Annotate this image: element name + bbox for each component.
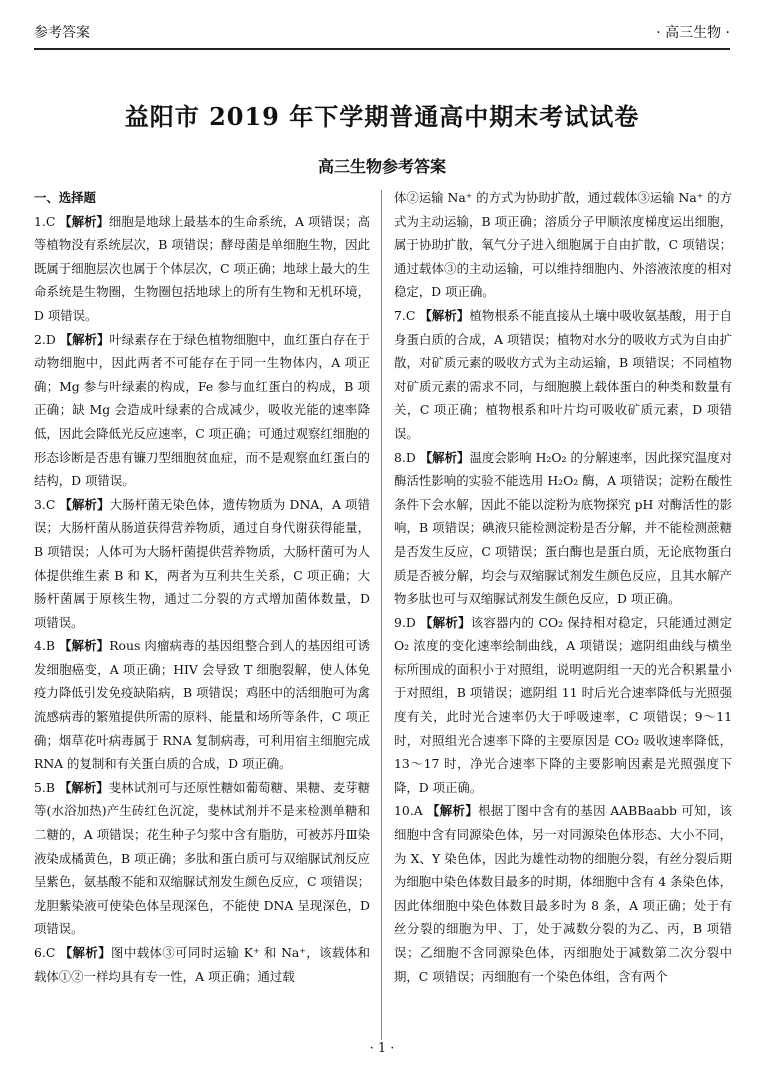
column-divider (381, 190, 382, 1040)
left-column (34, 186, 370, 988)
answer-number: 9.D (394, 614, 416, 630)
section-title: 一、选择题 (34, 190, 96, 205)
answer-item (34, 493, 370, 635)
answer-number: 3.C (34, 496, 56, 512)
analysis-tag: 【解析】 (59, 331, 110, 347)
answer-item (394, 304, 732, 446)
document-title: 益阳市 2019 年下学期普通高中期末考试试卷 (124, 102, 640, 131)
answer-item-continued (394, 186, 732, 304)
analysis-tag: 【解析】 (59, 213, 109, 229)
right-column (394, 186, 732, 988)
answer-item (34, 634, 370, 776)
answer-text: 温度会影响 H₂O₂ 的分解速率，因此探究温度对酶活性影响的实验不能选用 H₂O₂ 酶，A 项错误；淀粉在酸性条件下会水解，因此不能以淀粉为底物探究 pH 对酶活性的影响，B 项错误；碘液只能检测淀粉是否分解，并不能检测蔗糖是否发生反应，C 项错误；蛋白酶也是蛋白质，无论底物蛋白质是否被分解，均会与双缩脲试剂发生颜色反应，且其水解产物多肽也可与双缩脲试剂发生颜色反应，D 项正确。 (394, 449, 732, 607)
answer-item (34, 328, 370, 493)
answer-number: 8.D (394, 449, 416, 465)
analysis-tag: 【解析】 (59, 638, 110, 654)
answer-item (34, 941, 370, 988)
answer-item (394, 446, 732, 611)
answer-number: 4.B (34, 638, 55, 654)
answer-item (394, 611, 732, 800)
analysis-tag: 【解析】 (59, 945, 112, 960)
analysis-tag: 【解析】 (419, 307, 470, 323)
answer-text: 细胞是地球上最基本的生命系统，A 项错误；高等植物没有系统层次，B 项错误；酵母菌是单细胞生物，因此既属于细胞层次也属于个体层次，C 项正确；地球上最大的生命系统是生物圈，生物圈包括地球上的所有生物和无机环境，D 项错误。 (34, 213, 370, 323)
answer-text: 根据丁图中含有的基因 AABBaabb 可知，该细胞中含有同源染色体，另一对同源染色体形态、大小不同，为 X、Y 染色体，因此为雄性动物的细胞分裂，有丝分裂后期为细胞中染色体数目最多的时期，体细胞中含有 4 条染色体，因此体细胞中染色体数目最多时为 8 条，A 项正确；处于有丝分裂的细胞为甲、丁，处于减数分裂的为乙、丙，B 项错误；乙细胞不含同源染色体，丙细胞处于减数第二次分裂中期，C 项错误；丙细胞有一个染色体组，含有两个 (394, 803, 732, 984)
answer-number: 1.C (34, 213, 56, 229)
header-right-label: · 高三生物 · (656, 25, 730, 41)
answer-number: 5.B (34, 779, 55, 795)
answer-number: 7.C (394, 307, 416, 323)
analysis-tag: 【解析】 (420, 614, 471, 630)
analysis-tag: 【解析】 (426, 803, 479, 819)
answer-text: 体②运输 Na⁺ 的方式为协助扩散，通过载体③运输 Na⁺ 的方式为主动运输，B 项正确；溶质分子甲顺浓度梯度运出细胞，属于协助扩散，氧气分子进入细胞属于自由扩散，C 项错误；通过载体③的主动运输，可以维持细胞内、外溶液浓度的相对稳定，D 项正确。 (394, 190, 732, 300)
answer-text: 该容器内的 CO₂ 保持相对稳定，只能通过测定 O₂ 浓度的变化速率绘制曲线，A 项错误；遮阴组曲线与横坐标所围成的面积小于对照组，说明遮阴组一天的光合积累量小于对照组，B 项错误；遮阴组 11 时后光合速率降低与光照强度有关，此时光合速率仍大于呼吸速率，C 项错误；9～11 时，对照组光合速率下降的主要原因是 CO₂ 吸收速率降低，13～17 时，净光合速率下降的主要影响因素是光照强度下降，D 项正确。 (394, 614, 732, 795)
answer-text: 斐林试剂可与还原性糖如葡萄糖、果糖、麦芽糖等(水浴加热)产生砖红色沉淀，斐林试剂并不是来检测单糖和二糖的，A 项错误；花生种子匀浆中含有脂肪，可被苏丹Ⅲ染液染成橘黄色，B 项正确；多肽和蛋白质可与双缩脲试剂反应呈紫色，氨基酸不能和双缩脲试剂发生颜色反应，C 项错误；龙胆紫染液可使染色体呈现深色，不能使 DNA 呈现深色，D 项错误。 (34, 779, 370, 937)
analysis-tag: 【解析】 (59, 496, 110, 512)
answer-text: 图中载体③可同时运输 K⁺ 和 Na⁺，该载体和载体①②一样均具有专一性，A 项正确；通过载 (34, 945, 371, 984)
answer-text: 植物根系不能直接从土壤中吸收氨基酸，用于自身蛋白质的合成，A 项错误；植物对水分的吸收方式为自由扩散，对矿质元素的吸收方式为主动运输，B 项错误；不同植物对矿质元素的需求不同，与细胞膜上载体蛋白的种类和数量有关，C 项正确；植物根系和叶片均可吸收矿质元素，D 项错误。 (394, 307, 732, 441)
answer-number: 6.C (34, 945, 56, 960)
answer-item (34, 776, 370, 941)
page-number: · 1 · (369, 1041, 395, 1056)
header-left-label: 参考答案 (34, 25, 90, 41)
document-subtitle: 高三生物参考答案 (317, 157, 446, 176)
answer-text: Rous 肉瘤病毒的基因组整合到人的基因组可诱发细胞癌变，A 项正确；HIV 会导致 T 细胞裂解，使人体免疫力降低引发免疫缺陷病，B 项错误；鸡胚中的活细胞可为禽流感病毒的繁殖提供所需的原料、能量和场所等条件，C 项正确；烟草花叶病毒属于 RNA 复制病毒，可利用宿主细胞完成 RNA 的复制和有关蛋白质的合成，D 项正确。 (34, 638, 370, 772)
analysis-tag: 【解析】 (419, 449, 470, 465)
answer-item (394, 799, 732, 988)
answer-text: 叶绿素存在于绿色植物细胞中，血红蛋白存在于动物细胞中，因此两者不可能存在于同一生物体内，A 项正确；Mg 参与叶绿素的构成，Fe 参与血红蛋白的构成，B 项正确；缺 Mg 会造成叶绿素的合成减少，吸收光能的速率降低，因此会降低光反应速率，C 项正确；可通过观察红细胞的形态诊断是否患有镰刀型细胞贫血症，而不是观察血红蛋白的结构，D 项错误。 (34, 331, 371, 489)
answer-number: 10.A (394, 803, 423, 819)
page-header (34, 18, 730, 50)
analysis-tag: 【解析】 (58, 779, 109, 795)
answer-item (34, 210, 370, 328)
answer-number: 2.D (34, 331, 56, 347)
answer-text: 大肠杆菌无染色体，遗传物质为 DNA，A 项错误；大肠杆菌从肠道获得营养物质，通过自身代谢获得能量，B 项错误；人体可为大肠杆菌提供营养物质，大肠杆菌可为人体提供维生素 B 和 K，两者为互利共生关系，C 项正确；大肠杆菌属于原核生物，通过二分裂的方式增加菌体数量，D 项错误。 (34, 496, 370, 630)
